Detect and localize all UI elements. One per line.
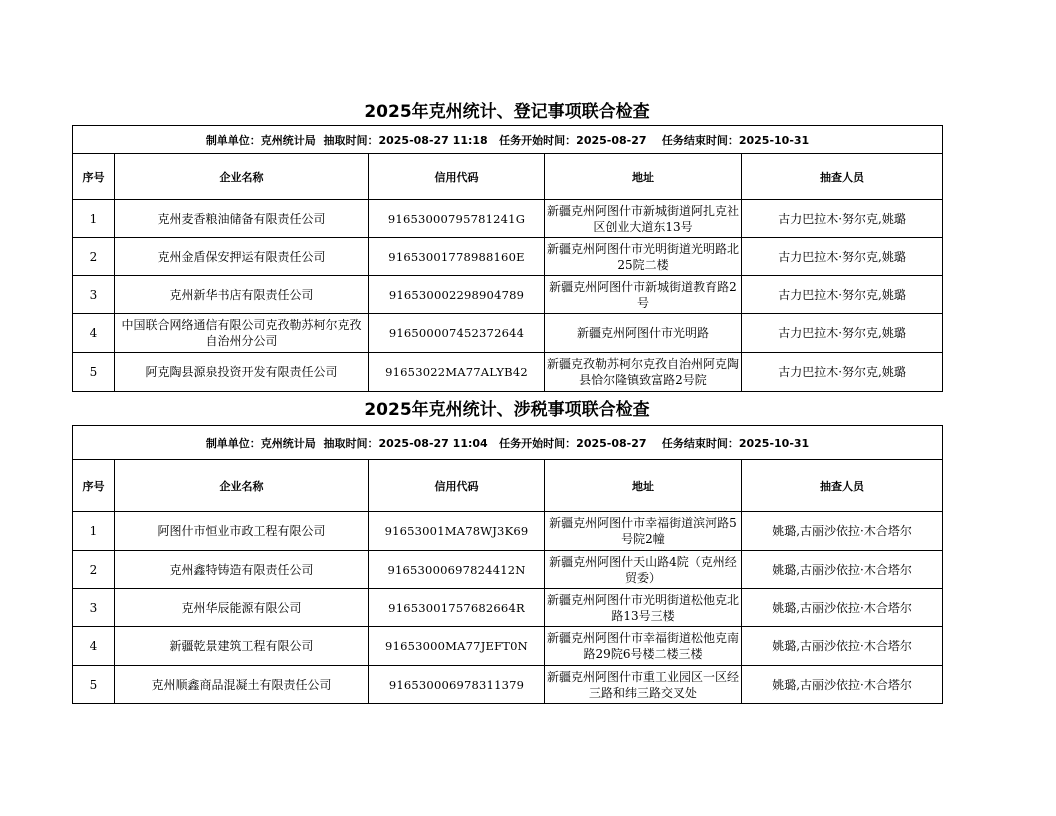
row-index: 4 [73, 314, 115, 353]
row-address: 新疆克州阿图什市光明路 [545, 314, 742, 353]
row-address: 新疆克州阿图什市新城街道阿扎克社区创业大道东13号 [545, 200, 742, 238]
section-title: 2025年克州统计、登记事项联合检查 [364, 102, 650, 122]
header-index: 序号 [73, 460, 115, 512]
header-index: 序号 [73, 154, 115, 200]
row-index: 5 [73, 353, 115, 392]
row-address: 新疆克州阿图什市光明街道松他克北路13号三楼 [545, 589, 742, 627]
row-index: 3 [73, 589, 115, 627]
row-inspectors: 姚璐,古丽沙依拉·木合塔尔 [742, 666, 943, 704]
row-credit-code: 91653022MA77ALYB42 [369, 353, 545, 392]
row-credit-code: 91653001757682664R [369, 589, 545, 627]
row-index: 1 [73, 512, 115, 551]
inspection-table [72, 125, 943, 392]
header-address: 地址 [545, 460, 742, 512]
row-address: 新疆克州阿图什市幸福街道松他克南路29院6号楼二楼三楼 [545, 627, 742, 666]
header-credit-code: 信用代码 [369, 154, 545, 200]
row-company: 克州鑫特铸造有限责任公司 [115, 551, 369, 589]
row-address: 新疆克州阿图什市光明街道光明路北25院二楼 [545, 238, 742, 276]
row-index: 4 [73, 627, 115, 666]
header-address: 地址 [545, 154, 742, 200]
header-inspectors: 抽查人员 [742, 460, 943, 512]
table-row [73, 512, 943, 551]
header-company: 企业名称 [115, 154, 369, 200]
row-address: 新疆克州阿图什市重工业园区一区经三路和纬三路交叉处 [545, 666, 742, 704]
table-row [73, 276, 943, 314]
row-inspectors: 古力巴拉木·努尔克,姚璐 [742, 200, 943, 238]
header-company: 企业名称 [115, 460, 369, 512]
row-inspectors: 古力巴拉木·努尔克,姚璐 [742, 276, 943, 314]
table-row [73, 238, 943, 276]
row-index: 2 [73, 238, 115, 276]
row-company: 阿克陶县源泉投资开发有限责任公司 [115, 353, 369, 392]
row-credit-code: 91653000795781241G [369, 200, 545, 238]
row-credit-code: 91653001MA78WJ3K69 [369, 512, 545, 551]
row-company: 阿图什市恒业市政工程有限公司 [115, 512, 369, 551]
table-meta: 制单单位：克州统计局 抽取时间：2025-08-27 11:04 任务开始时间：2025-08-27 任务结束时间：2025-10-31 [73, 426, 943, 460]
table-meta: 制单单位：克州统计局 抽取时间：2025-08-27 11:18 任务开始时间：2025-08-27 任务结束时间：2025-10-31 [73, 126, 943, 154]
row-company: 克州华辰能源有限公司 [115, 589, 369, 627]
row-credit-code: 91653000697824412N [369, 551, 545, 589]
row-credit-code: 91653001778988160E [369, 238, 545, 276]
row-company: 中国联合网络通信有限公司克孜勒苏柯尔克孜自治州分公司 [115, 314, 369, 353]
row-index: 1 [73, 200, 115, 238]
table-row [73, 666, 943, 704]
row-inspectors: 姚璐,古丽沙依拉·木合塔尔 [742, 551, 943, 589]
row-credit-code: 916500007452372644 [369, 314, 545, 353]
row-credit-code: 916530006978311379 [369, 666, 545, 704]
row-inspectors: 古力巴拉木·努尔克,姚璐 [742, 314, 943, 353]
row-index: 2 [73, 551, 115, 589]
table-row [73, 551, 943, 589]
row-address: 新疆克州阿图什市幸福街道滨河路5号院2幢 [545, 512, 742, 551]
row-index: 5 [73, 666, 115, 704]
row-inspectors: 古力巴拉木·努尔克,姚璐 [742, 353, 943, 392]
header-inspectors: 抽查人员 [742, 154, 943, 200]
row-company: 克州新华书店有限责任公司 [115, 276, 369, 314]
row-address: 新疆克孜勒苏柯尔克孜自治州阿克陶县恰尔隆镇致富路2号院 [545, 353, 742, 392]
table-row [73, 353, 943, 392]
header-credit-code: 信用代码 [369, 460, 545, 512]
table-row [73, 200, 943, 238]
row-company: 克州顺鑫商品混凝土有限责任公司 [115, 666, 369, 704]
row-address: 新疆克州阿图什市新城街道教育路2号 [545, 276, 742, 314]
row-address: 新疆克州阿图什天山路4院（克州经贸委） [545, 551, 742, 589]
section-title: 2025年克州统计、涉税事项联合检查 [364, 400, 650, 420]
table-row [73, 314, 943, 353]
table-row [73, 589, 943, 627]
row-company: 新疆乾景建筑工程有限公司 [115, 627, 369, 666]
row-inspectors: 姚璐,古丽沙依拉·木合塔尔 [742, 589, 943, 627]
row-company: 克州麦香粮油储备有限责任公司 [115, 200, 369, 238]
row-inspectors: 古力巴拉木·努尔克,姚璐 [742, 238, 943, 276]
row-inspectors: 姚璐,古丽沙依拉·木合塔尔 [742, 512, 943, 551]
row-company: 克州金盾保安押运有限责任公司 [115, 238, 369, 276]
row-credit-code: 916530002298904789 [369, 276, 545, 314]
row-index: 3 [73, 276, 115, 314]
inspection-table [72, 425, 943, 704]
row-credit-code: 91653000MA77JEFT0N [369, 627, 545, 666]
row-inspectors: 姚璐,古丽沙依拉·木合塔尔 [742, 627, 943, 666]
table-row [73, 627, 943, 666]
